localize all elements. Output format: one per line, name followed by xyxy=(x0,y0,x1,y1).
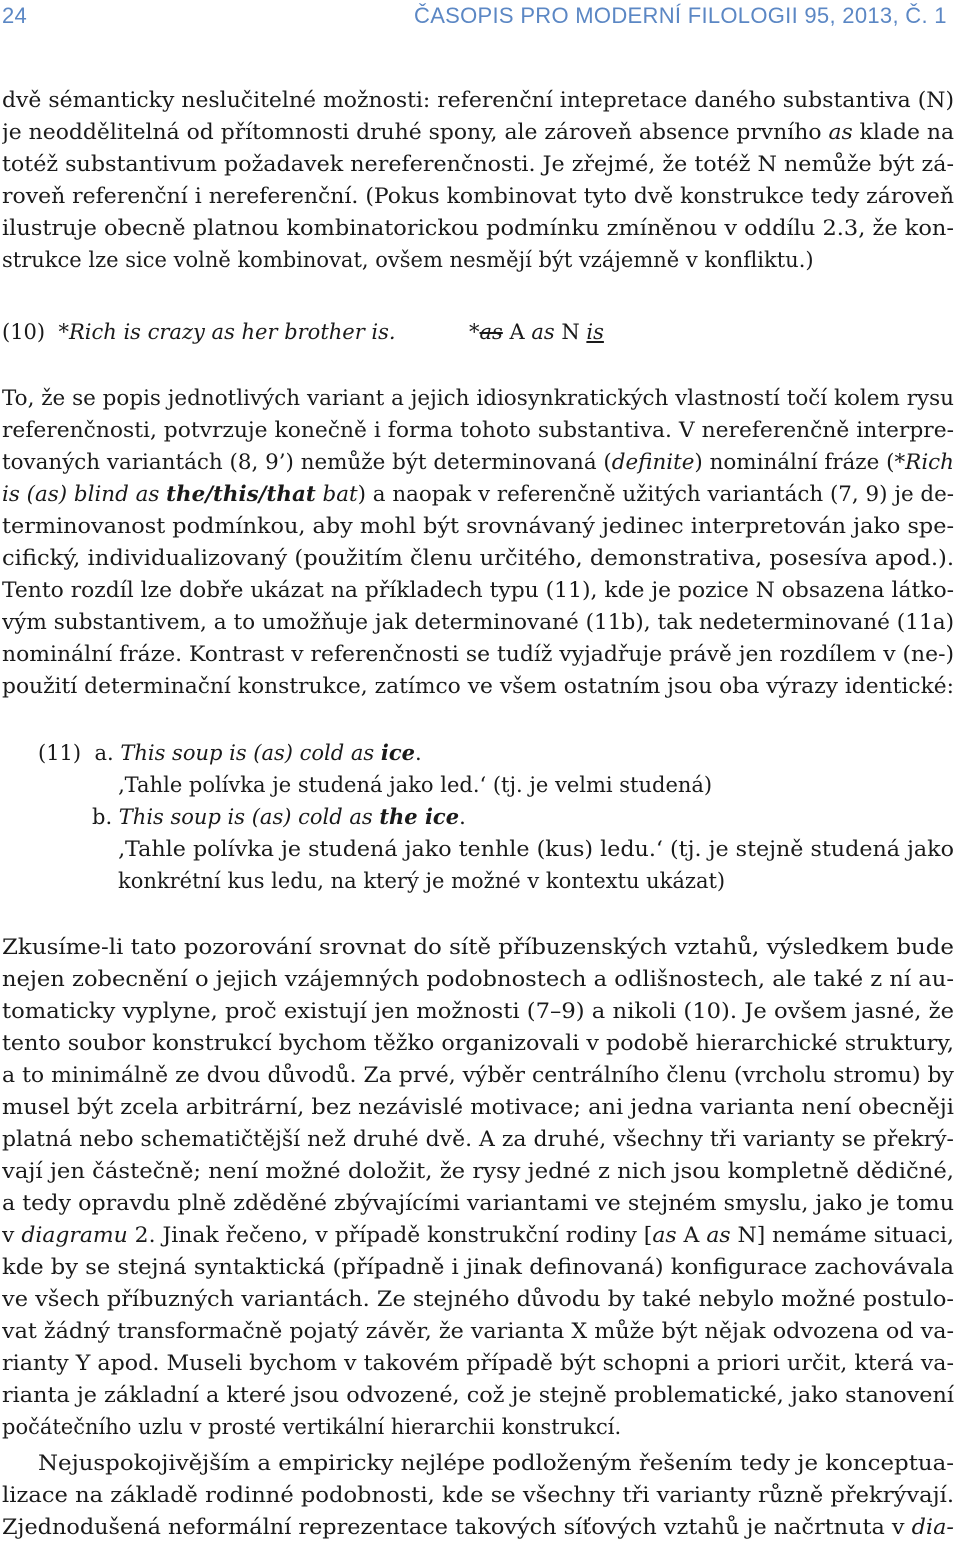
text-run: platná nebo schematičtější než druhé dvě. A za druhé, všechny tři varianty se překrý- xyxy=(2,1127,954,1151)
text-run: To, že se popis jednotlivých variant a jejich idiosynkratických vlastností točí kolem rysu xyxy=(2,386,954,410)
line-content xyxy=(2,382,954,414)
text-run: terminovanost podmínkou, aby mohl být srovnávaný jedinec interpretován jako spe- xyxy=(2,514,954,538)
text-line xyxy=(2,1315,954,1347)
line-content xyxy=(2,414,954,446)
text-run: ‚Tahle polívka je studená jako tenhle (kus) ledu.‘ (tj. je stejně studená jako xyxy=(118,837,954,861)
text-line xyxy=(2,1479,954,1511)
styled-text-run: the/this/that xyxy=(166,481,316,506)
example-11-line xyxy=(38,737,954,769)
text-run: A xyxy=(502,320,532,344)
text-run: vým substantivem, a to umožňuje jak determinované (11b), tak nedeterminované (11a) xyxy=(2,610,954,634)
text-line xyxy=(2,382,954,414)
text-line xyxy=(2,244,954,276)
text-run: rianty Y apod. Museli bychom v takovém případě být schopni a priori určit, která va- xyxy=(2,1351,954,1375)
text-run: ) nominální fráze ( xyxy=(694,450,895,474)
text-line xyxy=(2,84,954,116)
text-run: nominální fráze. Kontrast v referenčnosti se tudíž vyjadřuje právě jen rozdílem v (ne-) xyxy=(2,642,954,666)
text-line xyxy=(2,1091,954,1123)
text-line xyxy=(2,1187,954,1219)
example-11-line xyxy=(118,769,954,801)
text-line xyxy=(2,1155,954,1187)
line-content xyxy=(2,606,954,638)
text-run: dvě sémanticky neslučitelné možnosti: referenční intepretace daného substantiva (N) xyxy=(2,88,954,112)
line-content xyxy=(118,865,725,897)
line-content xyxy=(2,1379,954,1411)
line-content xyxy=(2,638,954,670)
text-run: ve všech příbuzných variantách. Ze stejného důvodu by také nebylo možné postulo- xyxy=(2,1287,954,1311)
styled-text-run: This soup is (as) cold as xyxy=(120,741,381,765)
text-run: musel být zcela arbitrární, bez nezávislé motivace; ani jedna varianta není obecněji xyxy=(2,1095,954,1119)
line-content xyxy=(2,1219,954,1251)
text-run: N] nemáme situaci, xyxy=(730,1223,954,1247)
text-line xyxy=(2,995,954,1027)
text-line xyxy=(2,1059,954,1091)
text-line xyxy=(2,148,954,180)
text-run: Nejuspokojivějším a empiricky nejlépe podloženým řešením tedy je konceptua- xyxy=(38,1451,954,1475)
line-content xyxy=(2,1511,954,1543)
text-run: referenčnosti, potvrzuje konečně i forma tohoto substantiva. V nereferenčně interpre- xyxy=(2,418,954,442)
text-line xyxy=(2,1219,954,1251)
text-run: klade na xyxy=(852,120,954,144)
text-run: strukce lze sice volně kombinovat, ovšem nesmějí být vzájemně v konfliktu.) xyxy=(2,248,814,272)
line-content xyxy=(2,244,814,276)
text-run: vají jen částečně; není možné doložit, že rysy jedné z nich jsou kompletně dědičné, xyxy=(2,1159,954,1183)
line-content xyxy=(2,446,954,478)
line-content xyxy=(2,1347,954,1379)
line-content xyxy=(118,833,954,865)
text-run: b. xyxy=(92,805,119,829)
text-run: Zkusíme-li tato pozorování srovnat do sítě příbuzenských vztahů, výsledkem bude xyxy=(2,935,954,959)
text-run: rianta je základní a které jsou odvozené, což je stejně problematické, jako stanovení xyxy=(2,1383,954,1407)
text-run: použití determinační konstrukce, zatímco ve všem ostatním jsou oba výrazy identické: xyxy=(2,674,954,698)
text-line xyxy=(2,574,954,606)
text-run: cifický, individualizovaný (použitím členu určitého, demonstrativa, posesíva apod.). xyxy=(2,546,954,570)
example-10-line xyxy=(2,316,954,348)
text-line xyxy=(2,1411,954,1443)
text-line xyxy=(2,1251,954,1283)
text-run: 2. Jinak řečeno, v případě konstrukční rodiny [ xyxy=(127,1223,653,1247)
text-line xyxy=(2,414,954,446)
text-line xyxy=(2,1123,954,1155)
text-line xyxy=(2,446,954,478)
styled-text-run: is (as) blind as xyxy=(2,482,167,506)
text-line xyxy=(2,1379,954,1411)
text-run: a tedy opravdu plně zděděné zbývajícími variantami ve stejném smyslu, jako je tomu xyxy=(2,1191,954,1215)
text-line xyxy=(2,116,954,148)
text-run: A xyxy=(676,1223,707,1247)
text-run: v xyxy=(2,1223,22,1247)
line-content xyxy=(2,1251,954,1283)
text-run: (10) xyxy=(2,320,59,344)
styled-text-run: as xyxy=(706,1223,731,1247)
styled-text-run: the ice xyxy=(379,804,460,829)
styled-text-run: is xyxy=(586,320,604,344)
line-content xyxy=(2,963,954,995)
line-content xyxy=(2,148,954,180)
text-run: * xyxy=(395,320,480,344)
text-run: ) a naopak v referenčně užitých variantách (7, 9) je de- xyxy=(357,482,954,506)
styled-text-run: bat xyxy=(315,482,358,506)
text-run: totéž substantivum požadavek nereferenčnosti. Je zřejmé, že totéž N nemůže být zá- xyxy=(2,152,954,176)
text-run: N xyxy=(554,320,587,344)
text-run: vat žádný transformačně pojatý závěr, že varianta X může být nějak odvozena od va- xyxy=(2,1319,954,1343)
line-content xyxy=(2,1123,954,1155)
text-run: ilustruje obecně platnou kombinatorickou podmínku zmíněnou v oddílu 2.3, že kon- xyxy=(2,216,954,240)
styled-text-run: This soup is (as) cold as xyxy=(118,805,380,829)
text-line xyxy=(2,963,954,995)
line-content xyxy=(2,116,954,148)
text-line xyxy=(2,606,954,638)
line-content xyxy=(2,670,954,702)
line-content xyxy=(2,931,954,963)
line-content xyxy=(2,180,954,212)
page-number: 24 xyxy=(2,3,28,28)
line-content xyxy=(38,1447,954,1479)
line-content xyxy=(2,1479,954,1511)
text-run: konkrétní kus ledu, na který je možné v kontextu ukázat) xyxy=(118,869,726,893)
styled-text-run: *Rich xyxy=(894,450,954,474)
text-run: kde by se stejná syntaktická (případně i jinak definovaná) konfigurace zachovávala xyxy=(2,1255,954,1279)
text-run: ‚Tahle polívka je studená jako led.‘ (tj. je velmi studená) xyxy=(118,773,713,797)
text-run: tomaticky vyplyne, proč existují jen možnosti (7–9) a nikoli (10). Je ovšem jasné, že xyxy=(2,999,954,1023)
text-run: . xyxy=(459,805,466,829)
running-header xyxy=(2,3,952,37)
text-line xyxy=(2,1027,954,1059)
styled-text-run: as xyxy=(828,120,853,144)
text-run: tento soubor konstrukcí bychom těžko organizovali v podobě hierarchické struktury, xyxy=(2,1031,954,1055)
text-run: a to minimálně ze dvou důvodů. Za prvé, výběr centrálního členu (vrcholu stromu) by xyxy=(2,1063,954,1087)
text-line xyxy=(2,1511,954,1543)
example-11-line xyxy=(118,865,954,897)
text-run: Tento rozdíl lze dobře ukázat na příkladech typu (11), kde je pozice N obsazena látko- xyxy=(2,578,954,602)
text-line xyxy=(2,638,954,670)
journal-title: ČASOPIS PRO MODERNÍ FILOLOGII 95, 2013, Č. 1 xyxy=(414,3,947,28)
line-content xyxy=(2,1283,954,1315)
line-content xyxy=(2,1155,954,1187)
line-content xyxy=(2,542,954,574)
styled-text-run: diagramu xyxy=(21,1223,128,1247)
line-content xyxy=(2,1059,954,1091)
text-line xyxy=(2,1347,954,1379)
line-content xyxy=(2,84,954,116)
text-run: Zjednodušená neformální reprezentace takových síťových vztahů je načrtnuta v xyxy=(2,1515,912,1539)
text-line xyxy=(2,180,954,212)
text-run: (11) a. xyxy=(38,741,121,765)
line-content xyxy=(92,801,466,833)
line-content xyxy=(2,574,954,606)
text-run: . xyxy=(414,741,422,765)
styled-text-run: as xyxy=(479,320,503,344)
text-line xyxy=(2,212,954,244)
line-content xyxy=(2,1091,954,1123)
line-content xyxy=(2,316,604,348)
text-run: je neoddělitelná od přítomnosti druhé spony, ale zároveň absence prvního xyxy=(2,120,829,144)
line-content xyxy=(2,478,954,510)
text-line xyxy=(2,510,954,542)
styled-text-run: as xyxy=(652,1223,677,1247)
text-run: nejen zobecnění o jejich vzájemných podobnostech a odlišnostech, ale také z ní au- xyxy=(2,967,954,991)
styled-text-run: *Rich is crazy as her brother is. xyxy=(58,320,396,344)
line-content xyxy=(2,1027,954,1059)
styled-text-run: dia- xyxy=(911,1515,954,1539)
line-content xyxy=(2,212,954,244)
line-content xyxy=(2,1315,954,1347)
text-run: lizace na základě rodinné podobnosti, kde se všechny tři varianty různě překrývají. xyxy=(2,1483,954,1507)
text-line xyxy=(2,1283,954,1315)
styled-text-run: definite xyxy=(611,450,695,474)
text-run: tovaných variantách (8, 9’) nemůže být determinovaná ( xyxy=(2,450,612,474)
text-run: počátečního uzlu v prosté vertikální hierarchii konstrukcí. xyxy=(2,1415,622,1439)
line-content xyxy=(2,995,954,1027)
text-run: roveň referenční i nereferenční. (Pokus kombinovat tyto dvě konstrukce tedy zároveň xyxy=(2,184,954,208)
line-content xyxy=(2,510,954,542)
line-content xyxy=(38,737,422,769)
line-content xyxy=(2,1187,954,1219)
styled-text-run: ice xyxy=(380,740,415,765)
text-line xyxy=(2,670,954,702)
styled-text-run: as xyxy=(531,320,555,344)
text-line xyxy=(2,478,954,510)
line-content xyxy=(118,769,712,801)
text-line xyxy=(2,542,954,574)
example-11-line xyxy=(118,833,954,865)
text-line xyxy=(2,931,954,963)
text-line xyxy=(38,1447,954,1479)
line-content xyxy=(2,1411,621,1443)
example-11-line xyxy=(92,801,954,833)
